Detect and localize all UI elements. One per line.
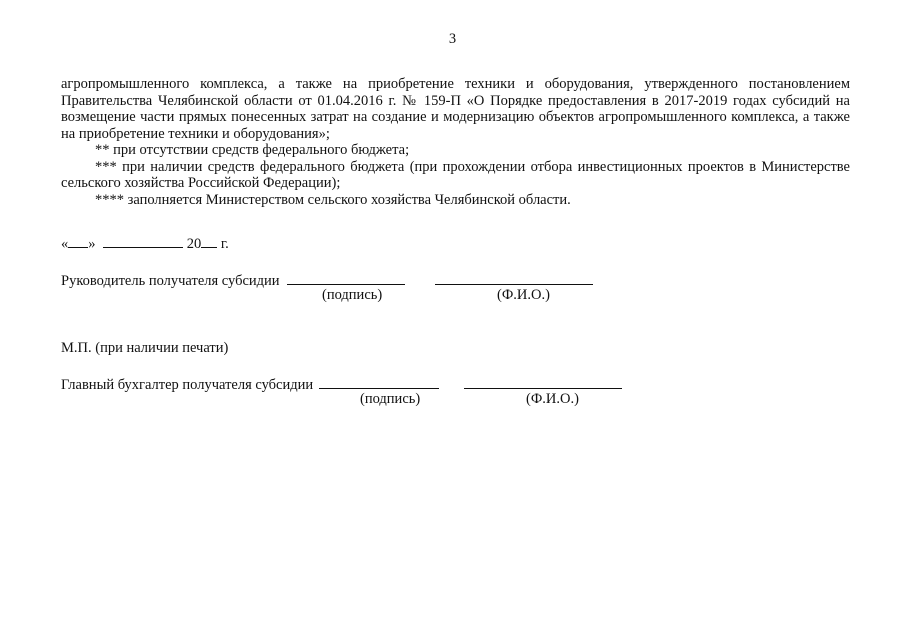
head-name-blank[interactable] <box>435 271 593 285</box>
accountant-name-caption: (Ф.И.О.) <box>526 391 579 407</box>
date-close-quote: » <box>88 236 96 252</box>
accountant-name-blank[interactable] <box>464 375 622 389</box>
day-blank[interactable] <box>68 234 88 248</box>
footnote-triple-asterisk: *** при наличии средств федерального бюджета (при прохождении отбора инвестиционных проектов в Министерстве сельского хозяйства Российской Федерации); <box>61 158 850 191</box>
paragraph-continuation: агропромышленного комплекса, а также на приобретение техники и оборудования, утвержденного постановлением Правительства Челябинской области от 01.04.2016 г. № 159-П «О Порядке предоставления в 2017-2019 годах субсидий на возмещение части прямых понесенных затрат на создание и модернизацию объектов агропромышленного комплекса, а также на приобретение техники и оборудования»; <box>61 76 850 142</box>
year-blank[interactable] <box>201 234 217 248</box>
accountant-signature-label: Главный бухгалтер получателя субсидии <box>61 377 314 393</box>
date-open-quote: « <box>61 236 69 252</box>
head-signature-label: Руководитель получателя субсидии <box>61 273 280 289</box>
accountant-signature-blank[interactable] <box>319 375 439 389</box>
page-number: 3 <box>448 31 457 47</box>
date-line <box>61 234 229 253</box>
head-signature-caption: (подпись) <box>322 287 383 303</box>
head-name-caption: (Ф.И.О.) <box>497 287 550 303</box>
month-blank[interactable] <box>103 234 183 248</box>
year-prefix: 20 <box>186 236 202 252</box>
year-suffix: г. <box>220 236 229 252</box>
accountant-signature-caption: (подпись) <box>360 391 421 407</box>
footnote-block <box>61 76 850 208</box>
head-signature-blank[interactable] <box>287 271 405 285</box>
footnote-double-asterisk: ** при отсутствии средств федерального бюджета; <box>95 142 410 158</box>
seal-note: М.П. (при наличии печати) <box>61 340 229 356</box>
footnote-quad-asterisk: **** заполняется Министерством сельского хозяйства Челябинской области. <box>95 191 571 208</box>
